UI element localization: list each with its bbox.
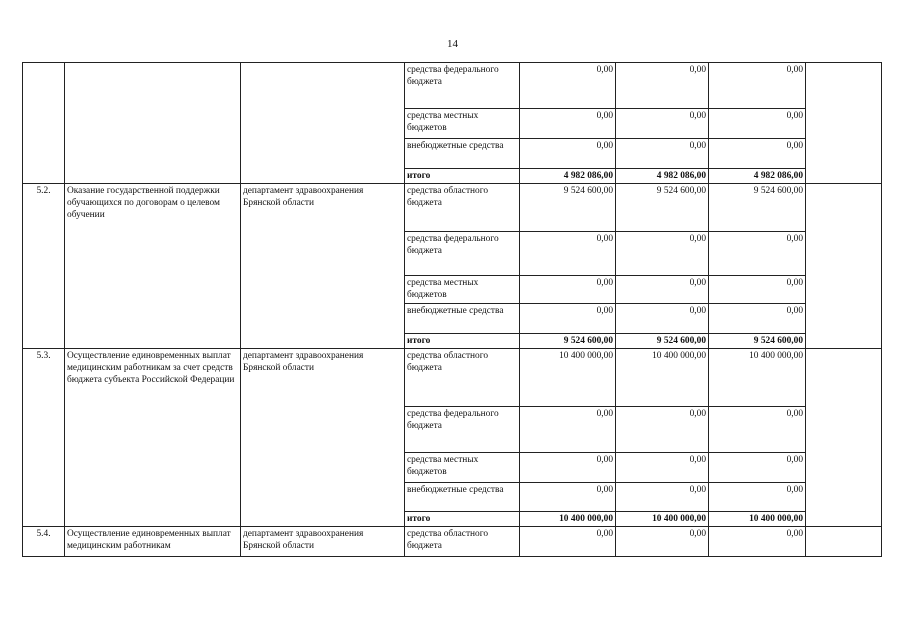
cell-value: 9 524 600,00 [709, 184, 806, 232]
cell-value: 0,00 [520, 453, 616, 483]
cell-executor [241, 63, 405, 184]
cell-value: 10 400 000,00 [709, 512, 806, 527]
cell-value: 0,00 [616, 109, 709, 139]
cell-executor: департамент здравоохранения Брянской области [241, 527, 405, 557]
cell-value: 0,00 [616, 276, 709, 304]
cell-value: 9 524 600,00 [520, 184, 616, 232]
cell-value: 9 524 600,00 [616, 334, 709, 349]
cell-value: 10 400 000,00 [616, 349, 709, 407]
cell-value: 0,00 [709, 483, 806, 512]
cell-value: 0,00 [709, 276, 806, 304]
cell-value: 0,00 [616, 139, 709, 169]
cell-source: средства областного бюджета [405, 349, 520, 407]
cell-executor: департамент здравоохранения Брянской области [241, 184, 405, 349]
cell-empty [806, 527, 882, 557]
table-row [23, 527, 882, 557]
cell-value: 10 400 000,00 [520, 512, 616, 527]
cell-executor: департамент здравоохранения Брянской области [241, 349, 405, 527]
cell-value: 0,00 [520, 109, 616, 139]
cell-empty [806, 349, 882, 527]
cell-value: 0,00 [616, 232, 709, 276]
cell-empty [806, 63, 882, 184]
cell-number: 5.4. [23, 527, 65, 557]
cell-value: 0,00 [520, 276, 616, 304]
cell-number: 5.3. [23, 349, 65, 527]
cell-source: средства областного бюджета [405, 527, 520, 557]
cell-source: средства местных бюджетов [405, 276, 520, 304]
cell-source: средства федерального бюджета [405, 232, 520, 276]
cell-source: итого [405, 169, 520, 184]
table-row [23, 63, 882, 109]
cell-value: 0,00 [616, 527, 709, 557]
cell-source: внебюджетные средства [405, 483, 520, 512]
cell-value: 10 400 000,00 [616, 512, 709, 527]
cell-value: 0,00 [520, 232, 616, 276]
cell-source: средства федерального бюджета [405, 407, 520, 453]
cell-value: 0,00 [709, 232, 806, 276]
cell-value: 0,00 [520, 304, 616, 334]
cell-source: средства местных бюджетов [405, 109, 520, 139]
table-row [23, 184, 882, 232]
cell-value: 0,00 [616, 304, 709, 334]
cell-value: 0,00 [709, 139, 806, 169]
cell-value: 0,00 [709, 407, 806, 453]
cell-name: Оказание государственной поддержки обучающихся по договорам о целевом обучении [65, 184, 241, 349]
cell-source: внебюджетные средства [405, 304, 520, 334]
cell-value: 0,00 [520, 527, 616, 557]
cell-empty [806, 184, 882, 349]
cell-value: 0,00 [709, 453, 806, 483]
page-number: 14 [447, 38, 458, 50]
cell-source: итого [405, 334, 520, 349]
cell-value: 9 524 600,00 [616, 184, 709, 232]
cell-number [23, 63, 65, 184]
cell-value: 0,00 [709, 304, 806, 334]
cell-value: 9 524 600,00 [520, 334, 616, 349]
cell-source: итого [405, 512, 520, 527]
cell-value: 0,00 [520, 63, 616, 109]
cell-value: 0,00 [520, 139, 616, 169]
cell-value: 0,00 [520, 407, 616, 453]
cell-source: средства местных бюджетов [405, 453, 520, 483]
cell-name: Осуществление единовременных выплат медицинским работникам за счет средств бюджета субъекта Российской Федерации [65, 349, 241, 527]
budget-table [22, 62, 882, 557]
cell-source: внебюджетные средства [405, 139, 520, 169]
cell-value: 0,00 [709, 63, 806, 109]
cell-source: средства федерального бюджета [405, 63, 520, 109]
cell-value: 9 524 600,00 [709, 334, 806, 349]
cell-number: 5.2. [23, 184, 65, 349]
cell-value: 10 400 000,00 [520, 349, 616, 407]
cell-value: 0,00 [709, 527, 806, 557]
cell-value: 10 400 000,00 [709, 349, 806, 407]
cell-name: Осуществление единовременных выплат медицинским работникам [65, 527, 241, 557]
cell-value: 0,00 [616, 63, 709, 109]
cell-value: 0,00 [520, 483, 616, 512]
table-row [23, 349, 882, 407]
cell-name [65, 63, 241, 184]
cell-source: средства областного бюджета [405, 184, 520, 232]
cell-value: 0,00 [709, 109, 806, 139]
cell-value: 0,00 [616, 483, 709, 512]
cell-value: 0,00 [616, 407, 709, 453]
cell-value: 4 982 086,00 [709, 169, 806, 184]
cell-value: 0,00 [616, 453, 709, 483]
cell-value: 4 982 086,00 [520, 169, 616, 184]
cell-value: 4 982 086,00 [616, 169, 709, 184]
